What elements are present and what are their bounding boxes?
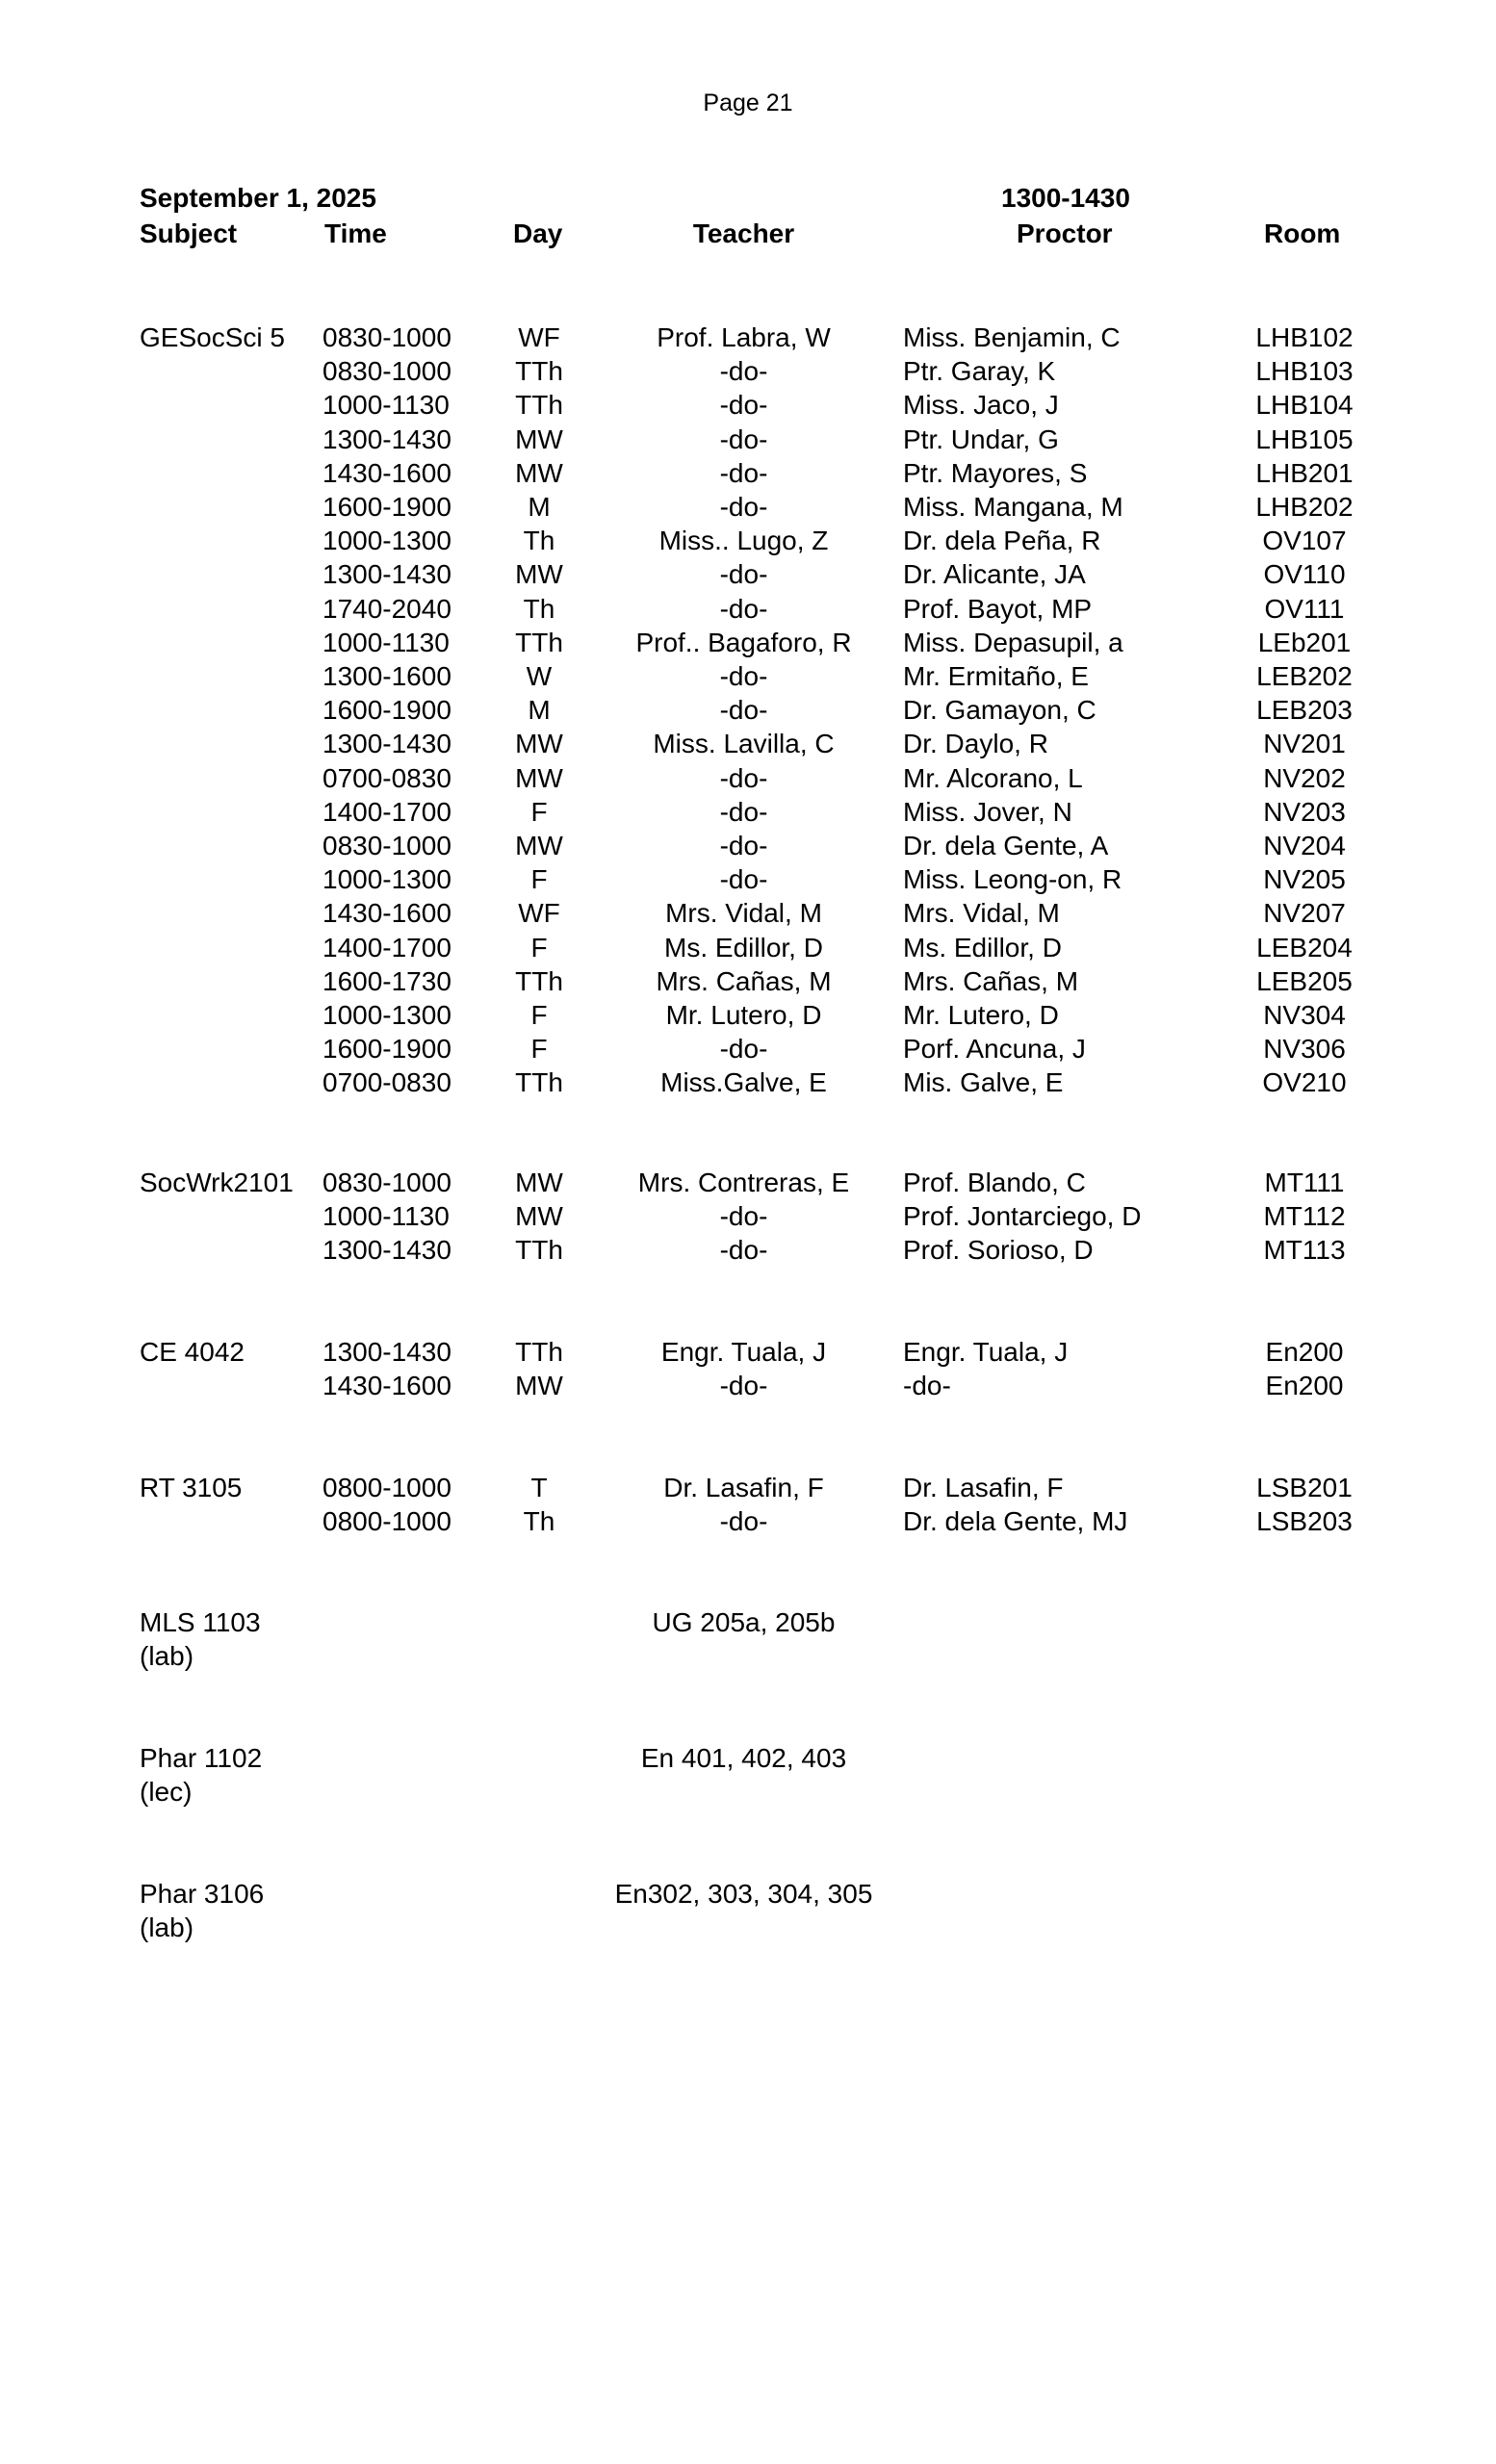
teacher-cell: -do- bbox=[719, 1034, 768, 1065]
room-cell: LHB202 bbox=[1255, 492, 1354, 522]
room-cell: En200 bbox=[1265, 1371, 1344, 1401]
time-cell: 1400-1700 bbox=[322, 932, 451, 962]
proctor-cell: Mr. Ermitaño, E bbox=[903, 661, 1089, 691]
day-cell: TTh bbox=[515, 1235, 563, 1266]
day-cell: WF bbox=[518, 898, 560, 929]
room-cell: LEB204 bbox=[1256, 932, 1353, 962]
room-cell: LEB205 bbox=[1256, 965, 1353, 996]
time-cell: 1600-1900 bbox=[322, 695, 451, 726]
day-cell: TTh bbox=[515, 627, 563, 657]
teacher-cell: -do- bbox=[719, 593, 768, 624]
teacher-cell: -do- bbox=[719, 661, 768, 691]
teacher-cell: -do- bbox=[719, 559, 768, 590]
room-cell: LHB103 bbox=[1255, 356, 1354, 387]
day-cell: W bbox=[526, 661, 553, 691]
time-cell: 0700-0830 bbox=[322, 1067, 451, 1098]
proctor-cell: Mr. Lutero, D bbox=[903, 1000, 1059, 1030]
day-cell: T bbox=[530, 1473, 548, 1502]
time-cell: 1000-1130 bbox=[322, 1201, 450, 1232]
time-cell: 0700-0830 bbox=[322, 762, 451, 793]
proctor-cell: Miss. Mangana, M bbox=[903, 492, 1123, 522]
schedule-row bbox=[0, 423, 1496, 456]
note-subject: Phar 3106 bbox=[140, 1879, 265, 1909]
schedule-row bbox=[0, 456, 1496, 490]
time-cell: 1000-1300 bbox=[322, 526, 451, 556]
room-cell: NV205 bbox=[1263, 864, 1346, 895]
schedule-row bbox=[0, 727, 1496, 760]
day-cell: MW bbox=[515, 1371, 563, 1401]
note-rooms: UG 205a, 205b bbox=[652, 1607, 836, 1637]
day-cell: MW bbox=[515, 1168, 563, 1197]
day-cell: WF bbox=[518, 322, 560, 352]
room-cell: En200 bbox=[1265, 1337, 1344, 1367]
room-cell: MT113 bbox=[1263, 1235, 1346, 1266]
day-cell: TTh bbox=[515, 1337, 563, 1367]
proctor-cell: Ptr. Undar, G bbox=[903, 424, 1059, 454]
proctor-cell: Ptr. Garay, K bbox=[903, 356, 1056, 387]
time-cell: 1300-1600 bbox=[322, 661, 451, 691]
room-cell: NV204 bbox=[1263, 831, 1346, 860]
proctor-cell: -do- bbox=[903, 1371, 951, 1401]
schedule-row bbox=[0, 1032, 1496, 1065]
proctor-cell: Porf. Ancuna, J bbox=[903, 1034, 1086, 1065]
teacher-cell: Mrs. Vidal, M bbox=[665, 898, 822, 929]
teacher-cell: -do- bbox=[719, 390, 768, 421]
proctor-cell: Ptr. Mayores, S bbox=[903, 457, 1088, 488]
teacher-cell: -do- bbox=[719, 796, 768, 827]
teacher-cell: Ms. Edillor, D bbox=[664, 932, 823, 962]
room-cell: LSB203 bbox=[1256, 1506, 1353, 1537]
time-cell: 1600-1900 bbox=[322, 1034, 451, 1065]
exam-time-slot: 1300-1430 bbox=[1001, 183, 1130, 213]
schedule-row bbox=[0, 795, 1496, 829]
day-cell: F bbox=[530, 932, 548, 962]
teacher-cell: -do- bbox=[719, 457, 768, 488]
note-rooms: En302, 303, 304, 305 bbox=[614, 1879, 873, 1909]
teacher-cell: -do- bbox=[719, 864, 768, 895]
proctor-cell: Dr. dela Peña, R bbox=[903, 526, 1101, 556]
schedule-row bbox=[0, 1335, 1496, 1369]
column-header-day: Day bbox=[513, 218, 563, 248]
day-cell: M bbox=[528, 695, 551, 726]
time-cell: 1430-1600 bbox=[322, 898, 451, 929]
column-header-subject: Subject bbox=[140, 218, 238, 248]
day-cell: MW bbox=[515, 831, 563, 860]
note-type: (lec) bbox=[140, 1777, 193, 1807]
time-cell: 1000-1130 bbox=[322, 627, 450, 657]
schedule-row bbox=[0, 1199, 1496, 1233]
proctor-cell: Miss. Jaco, J bbox=[903, 390, 1059, 421]
teacher-cell: Mr. Lutero, D bbox=[665, 1000, 822, 1030]
room-cell: LEB202 bbox=[1256, 661, 1353, 691]
proctor-cell: Mrs. Cañas, M bbox=[903, 965, 1079, 996]
proctor-cell: Prof. Blando, C bbox=[903, 1168, 1086, 1197]
subject-code: RT 3105 bbox=[140, 1473, 243, 1502]
teacher-cell: Mrs. Cañas, M bbox=[656, 965, 832, 996]
day-cell: TTh bbox=[515, 356, 563, 387]
day-cell: F bbox=[530, 1000, 548, 1030]
room-cell: LHB201 bbox=[1255, 457, 1354, 488]
time-cell: 1000-1130 bbox=[322, 390, 450, 421]
room-cell: NV207 bbox=[1263, 898, 1346, 929]
teacher-cell: Mrs. Contreras, E bbox=[637, 1168, 850, 1197]
schedule-row bbox=[0, 1233, 1496, 1267]
schedule-row bbox=[0, 1504, 1496, 1538]
schedule-row bbox=[0, 896, 1496, 930]
schedule-row bbox=[0, 354, 1496, 388]
time-cell: 1400-1700 bbox=[322, 796, 451, 827]
note-type: (lab) bbox=[140, 1641, 194, 1671]
day-cell: TTh bbox=[515, 965, 563, 996]
schedule-row bbox=[0, 388, 1496, 422]
proctor-cell: Ms. Edillor, D bbox=[903, 932, 1062, 962]
time-cell: 1300-1430 bbox=[322, 559, 451, 590]
proctor-cell: Dr. dela Gente, A bbox=[903, 831, 1109, 860]
teacher-cell: -do- bbox=[719, 1201, 768, 1232]
proctor-cell: Mr. Alcorano, L bbox=[903, 762, 1083, 793]
room-cell: LEB203 bbox=[1256, 695, 1353, 726]
time-cell: 0830-1000 bbox=[322, 322, 451, 352]
time-cell: 1000-1300 bbox=[322, 1000, 451, 1030]
teacher-cell: Miss.. Lugo, Z bbox=[658, 526, 829, 556]
schedule-row bbox=[0, 1065, 1496, 1099]
proctor-cell: Mis. Galve, E bbox=[903, 1067, 1064, 1098]
note-subject: MLS 1103 bbox=[140, 1607, 261, 1637]
teacher-cell: -do- bbox=[719, 1506, 768, 1537]
proctor-cell: Miss. Benjamin, C bbox=[903, 322, 1121, 352]
room-cell: LHB104 bbox=[1255, 390, 1354, 421]
schedule-row bbox=[0, 592, 1496, 626]
proctor-cell: Prof. Bayot, MP bbox=[903, 593, 1093, 624]
day-cell: MW bbox=[515, 762, 563, 793]
schedule-row bbox=[0, 524, 1496, 557]
note-type: (lab) bbox=[140, 1912, 194, 1942]
time-cell: 1740-2040 bbox=[322, 593, 451, 624]
schedule-row bbox=[0, 1471, 1496, 1504]
proctor-cell: Dr. Alicante, JA bbox=[903, 559, 1086, 590]
proctor-cell: Dr. Lasafin, F bbox=[903, 1473, 1064, 1502]
room-cell: NV304 bbox=[1263, 1000, 1346, 1030]
day-cell: MW bbox=[515, 1201, 563, 1232]
teacher-cell: Miss.Galve, E bbox=[660, 1067, 827, 1098]
schedule-row bbox=[0, 557, 1496, 591]
teacher-cell: -do- bbox=[719, 831, 768, 860]
room-cell: OV110 bbox=[1263, 559, 1346, 590]
time-cell: 0830-1000 bbox=[322, 356, 451, 387]
day-cell: TTh bbox=[515, 1067, 563, 1098]
teacher-cell: -do- bbox=[719, 762, 768, 793]
room-cell: LEb201 bbox=[1257, 627, 1352, 657]
day-cell: MW bbox=[515, 424, 563, 454]
time-cell: 1600-1900 bbox=[322, 492, 451, 522]
proctor-cell: Dr. Gamayon, C bbox=[903, 695, 1096, 726]
day-cell: MW bbox=[515, 729, 563, 759]
day-cell: Th bbox=[523, 593, 555, 624]
schedule-row bbox=[0, 964, 1496, 998]
room-cell: NV201 bbox=[1263, 729, 1346, 759]
teacher-cell: Prof.. Bagaforo, R bbox=[635, 627, 852, 657]
schedule-row bbox=[0, 1166, 1496, 1199]
time-cell: 1300-1430 bbox=[322, 1235, 451, 1266]
room-cell: OV210 bbox=[1262, 1067, 1347, 1098]
room-cell: LHB102 bbox=[1255, 322, 1354, 352]
room-cell: LHB105 bbox=[1255, 424, 1354, 454]
time-cell: 1300-1430 bbox=[322, 1337, 451, 1367]
time-cell: 0800-1000 bbox=[322, 1473, 451, 1502]
schedule-row bbox=[0, 931, 1496, 964]
proctor-cell: Dr. Daylo, R bbox=[903, 729, 1048, 759]
schedule-row bbox=[0, 321, 1496, 354]
note-rooms: En 401, 402, 403 bbox=[640, 1743, 847, 1773]
column-header-room: Room bbox=[1264, 218, 1341, 248]
time-cell: 1600-1730 bbox=[322, 965, 451, 996]
time-cell: 1300-1430 bbox=[322, 729, 451, 759]
time-cell: 1300-1430 bbox=[322, 424, 451, 454]
subject-code: CE 4042 bbox=[140, 1337, 245, 1367]
room-cell: LSB201 bbox=[1256, 1473, 1353, 1502]
time-cell: 1430-1600 bbox=[322, 457, 451, 488]
proctor-cell: Dr. dela Gente, MJ bbox=[903, 1506, 1128, 1537]
column-header-teacher: Teacher bbox=[692, 218, 795, 248]
teacher-cell: Prof. Labra, W bbox=[657, 322, 831, 352]
teacher-cell: -do- bbox=[719, 1371, 768, 1401]
schedule-row bbox=[0, 761, 1496, 795]
teacher-cell: -do- bbox=[719, 695, 768, 726]
room-cell: OV111 bbox=[1264, 593, 1345, 624]
room-cell: NV203 bbox=[1263, 796, 1346, 827]
proctor-cell: Miss. Depasupil, a bbox=[903, 627, 1123, 657]
day-cell: F bbox=[530, 796, 548, 827]
proctor-cell: Engr. Tuala, J bbox=[903, 1337, 1069, 1367]
day-cell: M bbox=[528, 492, 551, 522]
time-cell: 1430-1600 bbox=[322, 1371, 451, 1401]
exam-date: September 1, 2025 bbox=[140, 183, 376, 213]
day-cell: Th bbox=[523, 526, 555, 556]
page-number: Page 21 bbox=[703, 90, 793, 116]
schedule-row bbox=[0, 829, 1496, 862]
schedule-row bbox=[0, 693, 1496, 727]
proctor-cell: Prof. Jontarciego, D bbox=[903, 1201, 1142, 1232]
schedule-row bbox=[0, 998, 1496, 1032]
teacher-cell: -do- bbox=[719, 1235, 768, 1266]
teacher-cell: -do- bbox=[719, 356, 768, 387]
room-cell: OV107 bbox=[1262, 526, 1347, 556]
room-cell: MT111 bbox=[1264, 1168, 1345, 1197]
column-header-time: Time bbox=[324, 218, 387, 248]
schedule-row bbox=[0, 626, 1496, 659]
schedule-row bbox=[0, 490, 1496, 524]
room-cell: NV306 bbox=[1263, 1034, 1346, 1065]
proctor-cell: Miss. Leong-on, R bbox=[903, 864, 1122, 895]
proctor-cell: Prof. Sorioso, D bbox=[903, 1235, 1094, 1266]
proctor-cell: Miss. Jover, N bbox=[903, 796, 1072, 827]
note-subject: Phar 1102 bbox=[140, 1743, 263, 1773]
teacher-cell: -do- bbox=[719, 492, 768, 522]
schedule-row bbox=[0, 862, 1496, 896]
schedule-row bbox=[0, 659, 1496, 693]
time-cell: 1000-1300 bbox=[322, 864, 451, 895]
room-cell: NV202 bbox=[1263, 762, 1346, 793]
room-cell: MT112 bbox=[1263, 1201, 1346, 1232]
day-cell: F bbox=[530, 864, 548, 895]
day-cell: TTh bbox=[515, 390, 563, 421]
day-cell: MW bbox=[515, 457, 563, 488]
day-cell: Th bbox=[523, 1506, 555, 1537]
column-header-proctor: Proctor bbox=[1017, 218, 1113, 248]
day-cell: F bbox=[530, 1034, 548, 1065]
teacher-cell: Dr. Lasafin, F bbox=[663, 1473, 824, 1502]
subject-code: GESocSci 5 bbox=[140, 322, 285, 352]
time-cell: 0800-1000 bbox=[322, 1506, 451, 1537]
time-cell: 0830-1000 bbox=[322, 1168, 451, 1197]
teacher-cell: -do- bbox=[719, 424, 768, 454]
teacher-cell: Miss. Lavilla, C bbox=[653, 729, 835, 759]
schedule-row bbox=[0, 1369, 1496, 1402]
teacher-cell: Engr. Tuala, J bbox=[660, 1337, 827, 1367]
subject-code: SocWrk2101 bbox=[140, 1168, 294, 1197]
proctor-cell: Mrs. Vidal, M bbox=[903, 898, 1060, 929]
time-cell: 0830-1000 bbox=[322, 831, 451, 860]
day-cell: MW bbox=[515, 559, 563, 590]
